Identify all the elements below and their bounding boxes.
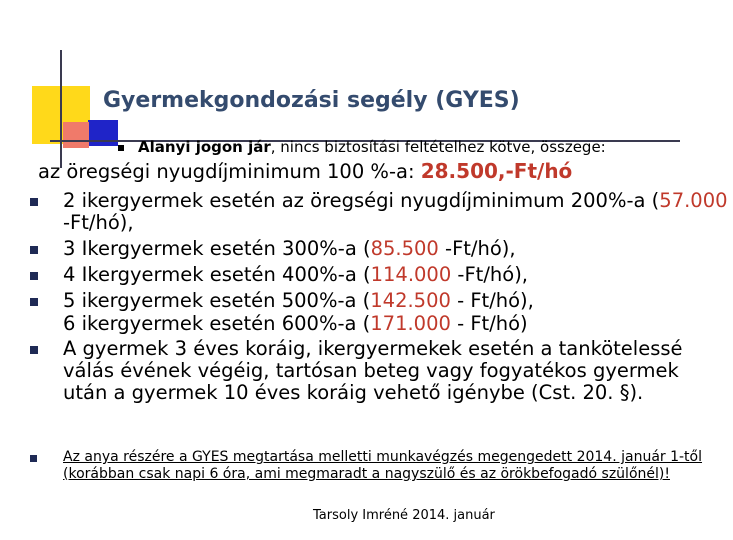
item-amount: 85.500 [370,237,439,260]
subtitle-rest: , nincs biztosítási feltételhez kötve, összege: [270,138,606,156]
item-text: 6 ikergyermek esetén 600%-a ( [63,312,371,335]
item-text-end: -Ft/hó), [438,237,516,260]
slide-title: Gyermekgondozási segély (GYES) [103,88,520,113]
bullet-icon [30,298,38,306]
item-amount: 142.500 [370,289,451,312]
item-text-end: - Ft/hó) [450,312,528,335]
item-text-end: -Ft/hó), [451,263,528,286]
bullet-icon [30,272,38,280]
item-text: A gyermek 3 éves koráig, ikergyermekek esetén a tankötelessé válás évének végéig, tartósan beteg vagy fogyatékos gyermek után a gyermek 10 éves koráig vehető igénybe (Cst. 20. §). [63,337,683,404]
footer-author-date: Tarsoly Imréné 2014. január [313,508,495,523]
base-amount-line [38,160,572,183]
item-text: 4 Ikergyermek esetén 400%-a ( [63,263,371,286]
bullet-icon [30,198,38,206]
item-text-end: -Ft/hó), [63,211,134,234]
item-text: 2 ikergyermek esetén az öregségi nyugdíjminimum 200%-a ( [63,189,660,212]
bullet-icon [30,346,38,354]
item-text: 3 Ikergyermek esetén 300%-a ( [63,237,371,260]
bullet-icon [118,145,124,151]
bullet-icon [30,455,37,462]
decor-blue-square [88,120,118,146]
subtitle-bold: Alanyi jogon jár [138,138,271,156]
base-amount-label: az öregségi nyugdíjminimum 100 %-a: [38,160,421,183]
decor-red-square [63,122,89,148]
item-amount: 171.000 [370,312,451,335]
item-text: 5 ikergyermek esetén 500%-a ( [63,289,371,312]
item-amount: 114.000 [370,263,452,286]
item-text-end: - Ft/hó), [450,289,534,312]
decor-vertical-line [60,50,62,168]
bullet-icon [30,246,38,254]
item-amount: 57.000 [659,189,728,212]
base-amount-value: 28.500,-Ft/hó [420,159,573,183]
note-text: Az anya részére a GYES megtartása melletti munkavégzés megengedett 2014. január 1-től (korábban csak napi 6 óra, ami megmaradt a nagyszülő és az örökbefogadó szülőnél)! [63,449,703,482]
subtitle-line [118,138,606,156]
